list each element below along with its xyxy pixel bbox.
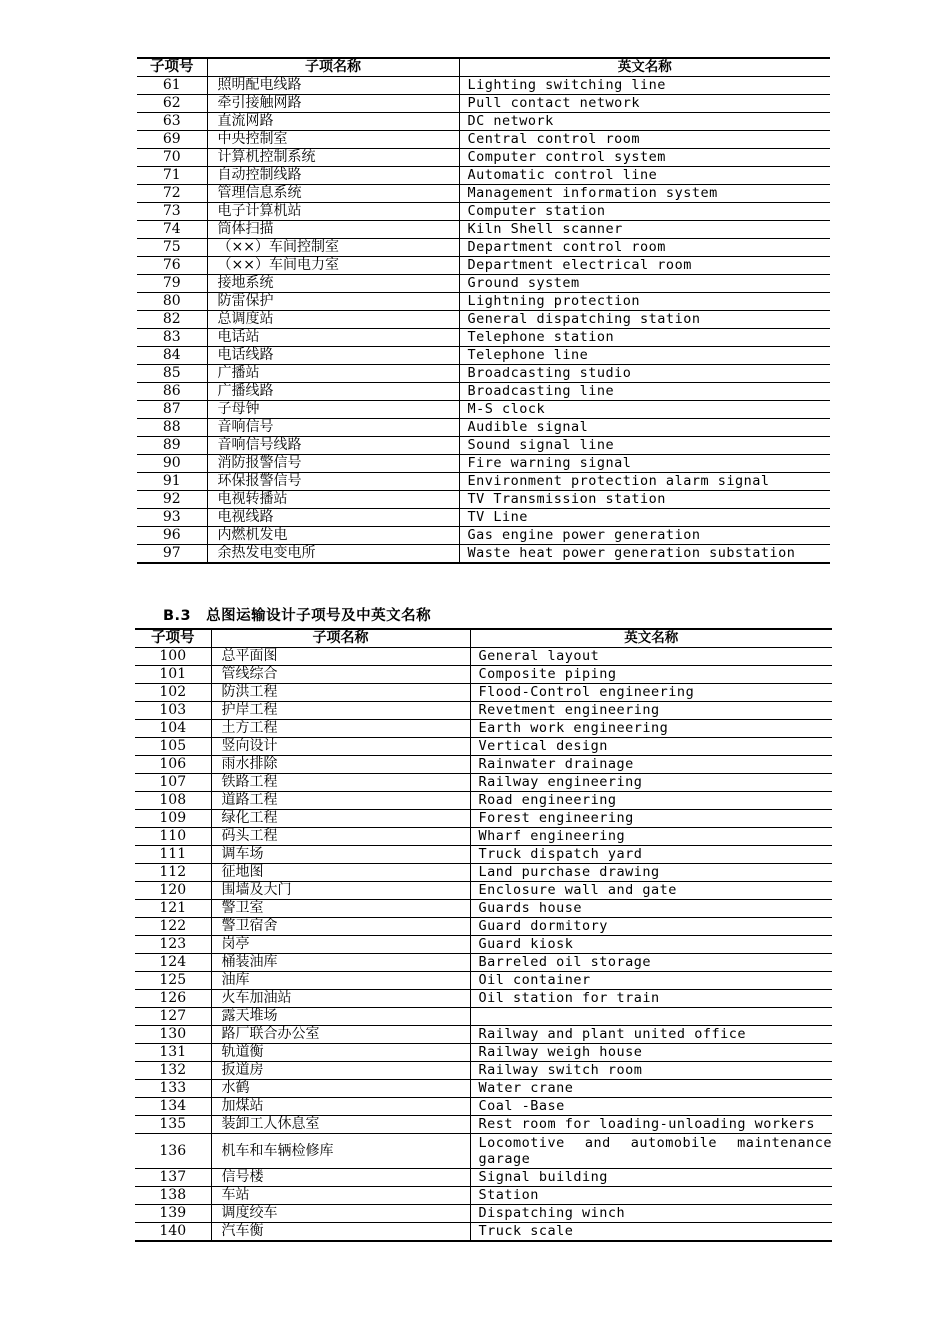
row-subitem-number: 107 [135, 774, 211, 792]
row-english-name: Waste heat power generation substation [459, 545, 830, 564]
row-english-name: Kiln Shell scanner [459, 221, 830, 239]
row-subitem-name: 电视线路 [207, 509, 459, 527]
row-english-name: Oil container [470, 972, 832, 990]
table-row [135, 720, 832, 738]
row-subitem-number: 112 [135, 864, 211, 882]
row-english-name: Telephone line [459, 347, 830, 365]
row-subitem-name: 子母钟 [207, 401, 459, 419]
table-row [137, 509, 830, 527]
row-subitem-number: 127 [135, 1008, 211, 1026]
electrical-subitem-table [137, 57, 830, 564]
row-english-name: Locomotive and automobile maintenance garage [470, 1134, 832, 1169]
row-subitem-name: （××）车间电力室 [207, 257, 459, 275]
row-subitem-name: 铁路工程 [211, 774, 470, 792]
row-english-name: Coal -Base [470, 1098, 832, 1116]
table-row [135, 864, 832, 882]
row-english-name: Environment protection alarm signal [459, 473, 830, 491]
row-subitem-number: 139 [135, 1205, 211, 1223]
row-subitem-number: 125 [135, 972, 211, 990]
row-english-name: Rainwater drainage [470, 756, 832, 774]
table-row [135, 900, 832, 918]
row-subitem-name: 消防报警信号 [207, 455, 459, 473]
row-english-name: Broadcasting line [459, 383, 830, 401]
row-subitem-number: 83 [137, 329, 207, 347]
row-subitem-name: 露天堆场 [211, 1008, 470, 1026]
row-subitem-number: 100 [135, 648, 211, 666]
row-subitem-name: 水鹤 [211, 1080, 470, 1098]
table-row [137, 149, 830, 167]
row-subitem-name: 音响信号线路 [207, 437, 459, 455]
table-row [137, 527, 830, 545]
row-subitem-name: 汽车衡 [211, 1223, 470, 1242]
table-row [135, 918, 832, 936]
row-english-name: Ground system [459, 275, 830, 293]
row-subitem-number: 91 [137, 473, 207, 491]
row-subitem-number: 104 [135, 720, 211, 738]
row-subitem-name: 装卸工人休息室 [211, 1116, 470, 1134]
row-subitem-number: 136 [135, 1134, 211, 1169]
row-subitem-name: 绿化工程 [211, 810, 470, 828]
row-english-name: Road engineering [470, 792, 832, 810]
table-row [135, 702, 832, 720]
table-row [135, 756, 832, 774]
table-row [137, 329, 830, 347]
row-subitem-number: 97 [137, 545, 207, 564]
row-english-name: Railway engineering [470, 774, 832, 792]
row-subitem-name: 车站 [211, 1187, 470, 1205]
row-english-name: General layout [470, 648, 832, 666]
row-subitem-number: 92 [137, 491, 207, 509]
row-subitem-name: 雨水排除 [211, 756, 470, 774]
table-row [137, 95, 830, 113]
row-english-name: Fire warning signal [459, 455, 830, 473]
row-subitem-number: 74 [137, 221, 207, 239]
row-subitem-name: 广播站 [207, 365, 459, 383]
row-english-name: Land purchase drawing [470, 864, 832, 882]
row-english-name: Wharf engineering [470, 828, 832, 846]
table-row [135, 972, 832, 990]
row-subitem-number: 108 [135, 792, 211, 810]
row-english-name: Automatic control line [459, 167, 830, 185]
row-subitem-number: 131 [135, 1044, 211, 1062]
header-subitem-number: 子项号 [137, 58, 207, 77]
row-subitem-number: 103 [135, 702, 211, 720]
table-row [137, 419, 830, 437]
row-subitem-number: 137 [135, 1169, 211, 1187]
row-subitem-number: 72 [137, 185, 207, 203]
table-row [137, 455, 830, 473]
table-row [137, 545, 830, 564]
row-subitem-name: 电子计算机站 [207, 203, 459, 221]
table-row [135, 936, 832, 954]
row-english-name: Guard dormitory [470, 918, 832, 936]
row-subitem-name: 竖向设计 [211, 738, 470, 756]
row-subitem-number: 102 [135, 684, 211, 702]
row-english-name: Truck dispatch yard [470, 846, 832, 864]
row-subitem-number: 124 [135, 954, 211, 972]
row-subitem-number: 71 [137, 167, 207, 185]
row-subitem-number: 80 [137, 293, 207, 311]
row-subitem-number: 63 [137, 113, 207, 131]
row-subitem-name: 调车场 [211, 846, 470, 864]
section-heading: B.3 总图运输设计子项号及中英文名称 [163, 608, 432, 624]
table-header-row [135, 629, 832, 648]
row-subitem-name: 加煤站 [211, 1098, 470, 1116]
table-row [135, 738, 832, 756]
row-subitem-name: 牵引接触网路 [207, 95, 459, 113]
row-subitem-name: 总平面图 [211, 648, 470, 666]
table-row [135, 990, 832, 1008]
row-subitem-name: 机车和车辆检修库 [211, 1134, 470, 1169]
table-row [135, 1223, 832, 1242]
row-subitem-name: 内燃机发电 [207, 527, 459, 545]
row-subitem-number: 120 [135, 882, 211, 900]
row-english-name: TV Transmission station [459, 491, 830, 509]
row-english-name: Audible signal [459, 419, 830, 437]
row-subitem-name: 自动控制线路 [207, 167, 459, 185]
row-english-name: Enclosure wall and gate [470, 882, 832, 900]
row-subitem-name: 筒体扫描 [207, 221, 459, 239]
row-english-name: Department control room [459, 239, 830, 257]
row-subitem-name: 征地图 [211, 864, 470, 882]
row-english-name: Revetment engineering [470, 702, 832, 720]
row-english-name: Sound signal line [459, 437, 830, 455]
row-subitem-name: 防雷保护 [207, 293, 459, 311]
row-english-name: Railway switch room [470, 1062, 832, 1080]
row-subitem-name: 环保报警信号 [207, 473, 459, 491]
table-body [135, 648, 832, 1242]
row-subitem-number: 79 [137, 275, 207, 293]
row-english-name: Composite piping [470, 666, 832, 684]
table-row [135, 1080, 832, 1098]
row-subitem-name: 护岸工程 [211, 702, 470, 720]
table-row [137, 473, 830, 491]
row-subitem-number: 85 [137, 365, 207, 383]
table-row [137, 239, 830, 257]
header-english-name: 英文名称 [470, 629, 832, 648]
header-subitem-name: 子项名称 [211, 629, 470, 648]
row-english-name: Forest engineering [470, 810, 832, 828]
row-english-name: Broadcasting studio [459, 365, 830, 383]
row-subitem-number: 62 [137, 95, 207, 113]
table-row [137, 275, 830, 293]
row-english-name: Guards house [470, 900, 832, 918]
table-row [135, 1169, 832, 1187]
table-row [135, 1205, 832, 1223]
table-row [137, 365, 830, 383]
table-row [137, 257, 830, 275]
row-subitem-number: 84 [137, 347, 207, 365]
table-row [137, 77, 830, 95]
table-row [135, 1062, 832, 1080]
row-english-name: M-S clock [459, 401, 830, 419]
table-row [137, 221, 830, 239]
row-subitem-name: 接地系统 [207, 275, 459, 293]
table-row [137, 185, 830, 203]
row-english-name: Railway and plant united office [470, 1026, 832, 1044]
table-row [135, 810, 832, 828]
table-row [135, 1026, 832, 1044]
row-subitem-name: 警卫室 [211, 900, 470, 918]
row-subitem-name: 防洪工程 [211, 684, 470, 702]
row-subitem-name: 扳道房 [211, 1062, 470, 1080]
row-subitem-name: 余热发电变电所 [207, 545, 459, 564]
row-subitem-name: 油库 [211, 972, 470, 990]
row-subitem-number: 88 [137, 419, 207, 437]
row-subitem-number: 101 [135, 666, 211, 684]
table-row [135, 1187, 832, 1205]
row-english-name: Earth work engineering [470, 720, 832, 738]
table-row [137, 437, 830, 455]
row-english-name: Truck scale [470, 1223, 832, 1242]
row-subitem-number: 109 [135, 810, 211, 828]
table-row [137, 131, 830, 149]
table-row [135, 792, 832, 810]
row-english-name: Barreled oil storage [470, 954, 832, 972]
row-english-name: DC network [459, 113, 830, 131]
row-subitem-number: 126 [135, 990, 211, 1008]
table-row [135, 684, 832, 702]
table-row [135, 954, 832, 972]
table-row [135, 1008, 832, 1026]
row-subitem-name: 码头工程 [211, 828, 470, 846]
table-row [137, 167, 830, 185]
row-subitem-name: 调度绞车 [211, 1205, 470, 1223]
row-english-name: Management information system [459, 185, 830, 203]
row-english-name: Railway weigh house [470, 1044, 832, 1062]
table-row [137, 383, 830, 401]
row-english-name: Lighting switching line [459, 77, 830, 95]
table-row [137, 203, 830, 221]
row-subitem-name: 道路工程 [211, 792, 470, 810]
row-subitem-name: 警卫宿舍 [211, 918, 470, 936]
row-subitem-name: 电视转播站 [207, 491, 459, 509]
table-row [135, 828, 832, 846]
row-subitem-number: 96 [137, 527, 207, 545]
table-row [135, 1098, 832, 1116]
row-english-name: Pull contact network [459, 95, 830, 113]
table-row [135, 666, 832, 684]
row-subitem-name: 电话线路 [207, 347, 459, 365]
row-subitem-number: 61 [137, 77, 207, 95]
row-subitem-number: 122 [135, 918, 211, 936]
table-row [137, 113, 830, 131]
table-row [137, 347, 830, 365]
row-subitem-name: 土方工程 [211, 720, 470, 738]
row-english-name: Signal building [470, 1169, 832, 1187]
row-subitem-name: 中央控制室 [207, 131, 459, 149]
row-subitem-number: 105 [135, 738, 211, 756]
row-english-name: Flood-Control engineering [470, 684, 832, 702]
row-subitem-name: 广播线路 [207, 383, 459, 401]
row-english-name: Computer station [459, 203, 830, 221]
table-row [135, 846, 832, 864]
row-subitem-name: 计算机控制系统 [207, 149, 459, 167]
row-english-name: Gas engine power generation [459, 527, 830, 545]
row-subitem-name: 照明配电线路 [207, 77, 459, 95]
row-english-name: TV Line [459, 509, 830, 527]
row-subitem-name: 电话站 [207, 329, 459, 347]
table-row [137, 491, 830, 509]
row-subitem-number: 90 [137, 455, 207, 473]
table-row [135, 1134, 832, 1169]
row-subitem-name: 岗亭 [211, 936, 470, 954]
row-subitem-name: 管线综合 [211, 666, 470, 684]
row-subitem-number: 135 [135, 1116, 211, 1134]
row-subitem-name: 火车加油站 [211, 990, 470, 1008]
row-subitem-name: 轨道衡 [211, 1044, 470, 1062]
general-layout-subitem-table [135, 628, 832, 1242]
row-subitem-number: 89 [137, 437, 207, 455]
row-english-name: Telephone station [459, 329, 830, 347]
table-row [137, 311, 830, 329]
row-subitem-name: 直流网路 [207, 113, 459, 131]
row-subitem-number: 86 [137, 383, 207, 401]
row-subitem-name: 总调度站 [207, 311, 459, 329]
row-subitem-number: 132 [135, 1062, 211, 1080]
row-subitem-number: 93 [137, 509, 207, 527]
table-row [137, 293, 830, 311]
row-subitem-number: 106 [135, 756, 211, 774]
row-subitem-name: 音响信号 [207, 419, 459, 437]
row-subitem-number: 75 [137, 239, 207, 257]
row-subitem-name: 路厂联合办公室 [211, 1026, 470, 1044]
row-subitem-number: 121 [135, 900, 211, 918]
row-subitem-number: 76 [137, 257, 207, 275]
row-subitem-number: 134 [135, 1098, 211, 1116]
row-english-name [470, 1008, 832, 1026]
row-english-name: Oil station for train [470, 990, 832, 1008]
row-english-name: Vertical design [470, 738, 832, 756]
row-subitem-number: 140 [135, 1223, 211, 1242]
row-subitem-number: 87 [137, 401, 207, 419]
row-subitem-number: 111 [135, 846, 211, 864]
row-english-name: General dispatching station [459, 311, 830, 329]
row-subitem-number: 82 [137, 311, 207, 329]
row-subitem-number: 110 [135, 828, 211, 846]
row-english-name: Rest room for loading-unloading workers [470, 1116, 832, 1134]
header-english-name: 英文名称 [459, 58, 830, 77]
row-subitem-number: 70 [137, 149, 207, 167]
table-row [135, 774, 832, 792]
row-subitem-name: 围墙及大门 [211, 882, 470, 900]
row-subitem-number: 138 [135, 1187, 211, 1205]
row-subitem-number: 130 [135, 1026, 211, 1044]
table-body [137, 77, 830, 564]
table-row [135, 648, 832, 666]
row-english-name: Water crane [470, 1080, 832, 1098]
row-english-name: Central control room [459, 131, 830, 149]
row-subitem-number: 133 [135, 1080, 211, 1098]
row-subitem-name: （××）车间控制室 [207, 239, 459, 257]
row-english-name: Computer control system [459, 149, 830, 167]
row-english-name: Station [470, 1187, 832, 1205]
table-row [135, 1116, 832, 1134]
row-english-name: Lightning protection [459, 293, 830, 311]
row-english-name: Department electrical room [459, 257, 830, 275]
table-row [135, 1044, 832, 1062]
table-row [137, 401, 830, 419]
row-english-name: Guard kiosk [470, 936, 832, 954]
row-subitem-number: 69 [137, 131, 207, 149]
row-subitem-number: 123 [135, 936, 211, 954]
table-header-row [137, 58, 830, 77]
header-subitem-number: 子项号 [135, 629, 211, 648]
row-subitem-name: 桶装油库 [211, 954, 470, 972]
table-row [135, 882, 832, 900]
header-subitem-name: 子项名称 [207, 58, 459, 77]
row-subitem-name: 管理信息系统 [207, 185, 459, 203]
row-subitem-number: 73 [137, 203, 207, 221]
row-subitem-name: 信号楼 [211, 1169, 470, 1187]
row-english-name: Dispatching winch [470, 1205, 832, 1223]
